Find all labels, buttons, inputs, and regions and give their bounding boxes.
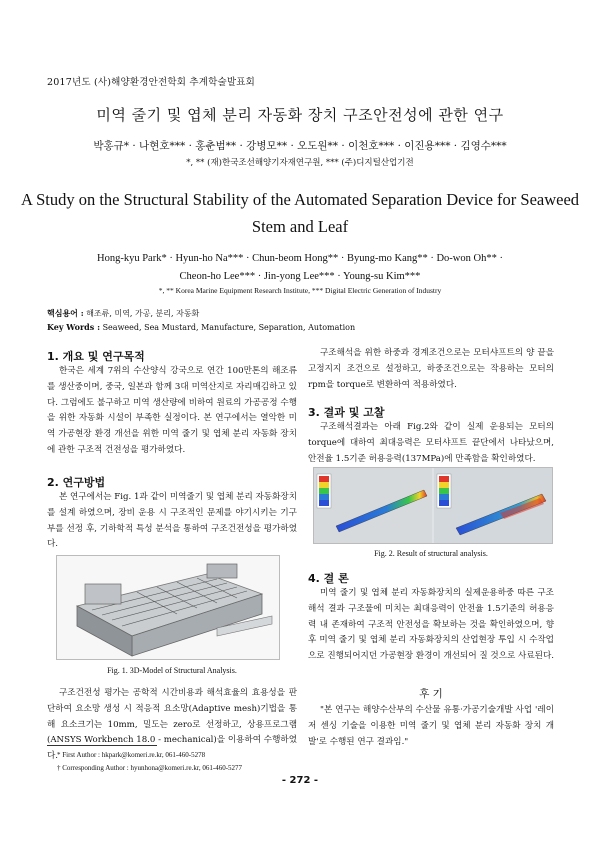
right-top-body bbox=[308, 346, 554, 393]
korean-authors: 박홍규* · 나현호*** · 홍춘범** · 강병모** · 오도원** · 이천호*** · 이진용*** · 김영수*** bbox=[93, 140, 507, 152]
section-3-body bbox=[308, 420, 554, 467]
section-3-title: 3. 결과 및 고찰 bbox=[308, 406, 385, 419]
english-keywords-text: Seaweed, Sea Mustard, Manufacture, Separation, Automation bbox=[102, 323, 356, 332]
right-top-paragraph: 구조해석을 위한 하중과 경계조건으로는 모터샤프트의 양 끝을 고정지지 조건으로 설정하고, 하중조건으로는 작용하는 모터의 rpm을 torque로 변환하여 적용하였다. bbox=[308, 348, 554, 390]
section-2-title: 2. 연구방법 bbox=[47, 476, 106, 489]
english-affiliation: *, ** Korea Marine Equipment Research Institute, *** Digital Electric Generation of Industry bbox=[158, 286, 442, 295]
korean-affiliation: *, ** (재)한국조선해양기자재연구원, *** (주)디지털산업기전 bbox=[186, 158, 414, 168]
english-authors bbox=[20, 250, 580, 286]
section-2-paragraph-2: 구조건전성 평가는 공학적 시간비용과 해석효율의 효용성을 판단하여 요소망 생성 시 적응적 요소망(Adaptive mesh)기법을 통해 요소크기는 10mm, 밀도는 zero로 선정하고, 상용프로그램(ANSYS Workbench 18.0 - mechanical)을 이용하여 수행하였다. bbox=[47, 688, 297, 762]
section-1-paragraph: 한국은 세계 7위의 수산양식 강국으로 연간 100만톤의 해조류를 생산중이며, 중국, 일본과 함께 3대 미역산지로 자리매김하고 있다. 그럼에도 불구하고 미역 생산량에 비하여 원료의 가공공정 수행을 위한 자동화 시설이 부족한 실정이다. 본 연구에서는 열악한 미역 가공현장 환경 개선을 위한 미역 줄기 및 엽체 분리 자동화 장치에 관한 구조적 건전성을 평가하였다. bbox=[47, 366, 297, 455]
korean-keywords-label: 핵심용어 : bbox=[47, 308, 84, 318]
figure-2-drawing bbox=[314, 468, 552, 543]
korean-keywords-text: 해조류, 미역, 가공, 분리, 자동화 bbox=[86, 309, 200, 318]
footnote-corresponding-author: † Corresponding Author : hyunhona@komeri.re.kr, 061-460-5277 bbox=[57, 764, 243, 772]
figure-2-caption: Fig. 2. Result of structural analysis. bbox=[374, 549, 488, 558]
section-1-title: 1. 개요 및 연구목적 bbox=[47, 350, 145, 363]
figure-1-caption: Fig. 1. 3D-Model of Structural Analysis. bbox=[107, 666, 237, 675]
english-keywords bbox=[47, 322, 355, 332]
conference-header: 2017년도 (사)해양환경안전학회 추계학술발표회 bbox=[47, 77, 256, 88]
section-4-body bbox=[308, 586, 554, 665]
section-4-paragraph: 미역 줄기 및 엽체 분리 자동화장치의 실제운용하중 따른 구조해석 결과 구조물에 미치는 최대응력이 안전율 1.5기준의 허용응력 내 존재하여 구조적 안전성을 확보하는 것을 확인하였으며, 향후 미역 줄기 및 엽체 분리 자동화장치의 산업현장 투입 시 수작업으로 진행되어지던 가공현장 환경이 개선되어 질 것으로 사료된다. bbox=[308, 588, 554, 662]
footnote-first-author: * First Author : hkpark@komeri.re.kr, 061-460-5278 bbox=[57, 751, 206, 759]
english-title: A Study on the Structural Stability of the Automated Separation Device for Seaweed Stem and Leaf bbox=[20, 190, 580, 236]
korean-title: 미역 줄기 및 엽체 분리 자동화 장치 구조안전성에 관한 연구 bbox=[96, 106, 504, 124]
section-3-paragraph: 구조해석결과는 아래 Fig.2와 같이 실제 운용되는 모터의 torque에 대하여 최대응력은 모터샤프트 끝단에서 나타났으며, 안전율 1.5기준 허용응력(137MPa)에 만족함을 확인하였다. bbox=[308, 422, 554, 464]
figure-1-3d-model bbox=[56, 555, 280, 660]
english-authors-line-2: Cheon-ho Lee*** · Jin-yong Lee*** · Young-su Kim*** bbox=[179, 271, 421, 282]
acknowledgement-body bbox=[308, 703, 554, 750]
english-authors-line-1: Hong-kyu Park* · Hyun-ho Na*** · Chun-beom Hong** · Byung-mo Kang** · Do-won Oh** · bbox=[97, 253, 503, 264]
english-keywords-label: Key Words : bbox=[47, 322, 101, 332]
section-2-body bbox=[47, 490, 297, 553]
footnote-separator bbox=[47, 745, 157, 746]
section-2-paragraph: 본 연구에서는 Fig. 1과 같이 미역줄기 및 엽체 분리 자동화장치를 설계 하였으며, 장비 운용 시 구조적인 문제를 야기시키는 기구부를 선정 후, 기하학적 특성 분석을 통하여 구조건전성을 평가하였다. bbox=[47, 492, 297, 550]
section-1-body bbox=[47, 364, 297, 459]
acknowledgement-title: 후 기 bbox=[419, 688, 443, 700]
footnotes bbox=[57, 749, 297, 775]
figure-1-drawing bbox=[57, 556, 279, 659]
figure-2-analysis bbox=[313, 467, 553, 544]
acknowledgement-paragraph: "본 연구는 해양수산부의 수산물 유통·가공기술개발 사업 '레이저 센싱 기술을 이용한 미역 줄기 및 엽체 분리 자동화 장치 개발'로 수행된 연구 결과임." bbox=[308, 705, 554, 747]
korean-keywords bbox=[47, 308, 199, 319]
section-4-title: 4. 결 론 bbox=[308, 572, 349, 585]
page-number: - 272 - bbox=[281, 775, 319, 786]
